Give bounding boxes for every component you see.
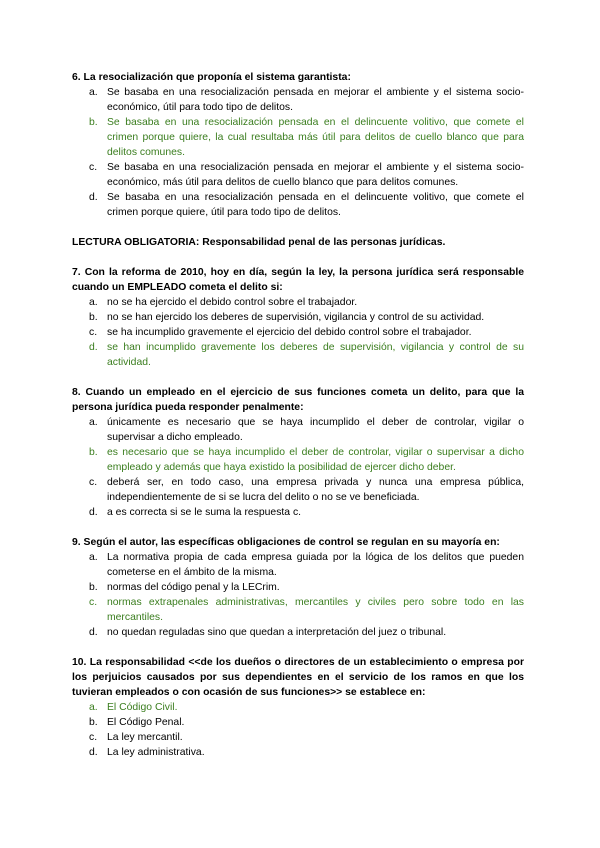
question-7 [72, 265, 524, 370]
option-text: La normativa propia de cada empresa guiada por la lógica de los delitos que pueden cometerse en el ámbito de la misma. [107, 552, 524, 578]
option-marker: a. [89, 702, 98, 713]
question-7-title: 7. Con la reforma de 2010, hoy en día, según la ley, la persona jurídica será responsable cuando un EMPLEADO cometa el delito si: [72, 267, 524, 293]
option-text: La ley mercantil. [107, 732, 183, 743]
option-marker: c. [89, 162, 98, 173]
option-6c [72, 160, 524, 190]
option-10b [72, 715, 524, 730]
option-10a-correct [72, 700, 524, 715]
option-text: únicamente es necesario que se haya incumplido el deber de controlar, vigilar o supervisar a dicho empleado. [107, 417, 524, 443]
question-8-title: 8. Cuando un empleado en el ejercicio de sus funciones cometa un delito, para que la persona jurídica pueda responder penalmente: [72, 387, 524, 413]
option-text: se han incumplido gravemente los deberes de supervisión, vigilancia y control de su actividad. [107, 342, 524, 368]
option-text: La ley administrativa. [107, 747, 205, 758]
option-marker: d. [89, 507, 98, 518]
option-text: El Código Civil. [107, 702, 178, 713]
option-marker: b. [89, 447, 98, 458]
option-marker: b. [89, 717, 98, 728]
option-text: se ha incumplido gravemente el ejercicio del debido control sobre el trabajador. [107, 327, 472, 338]
option-text: Se basaba en una resocialización pensada en el delincuente volitivo, que comete el crimen porque quiere, la cual resultaba más útil para delitos de cuello blanco que para delitos comunes. [107, 117, 524, 158]
option-10d [72, 745, 524, 760]
option-text: Se basaba en una resocialización pensada en mejorar el ambiente y el sistema socio-económico, útil para todo tipo de delitos. [107, 87, 524, 113]
question-8-options [72, 415, 524, 520]
option-text: no se han ejercido los deberes de supervisión, vigilancia y control de su actividad. [107, 312, 485, 323]
option-marker: d. [89, 342, 98, 353]
option-8b-correct [72, 445, 524, 475]
option-marker: c. [89, 732, 98, 743]
option-text: normas del código penal y la LECrim. [107, 582, 280, 593]
option-7b [72, 310, 524, 325]
option-marker: b. [89, 117, 98, 128]
question-6-title: 6. La resocialización que proponía el sistema garantista: [72, 72, 351, 83]
option-6a [72, 85, 524, 115]
option-marker: a. [89, 87, 98, 98]
question-9-title: 9. Según el autor, las específicas obligaciones de control se regulan en su mayoría en: [72, 537, 500, 548]
option-text: deberá ser, en todo caso, una empresa privada y nunca una empresa pública, independientemente de si se lucra del delito o no se ve beneficiada. [107, 477, 524, 503]
option-marker: d. [89, 747, 98, 758]
option-8d [72, 505, 524, 520]
question-7-options [72, 295, 524, 370]
question-6 [72, 70, 524, 220]
option-9a [72, 550, 524, 580]
question-9 [72, 535, 524, 640]
option-marker: a. [89, 417, 98, 428]
section-title: LECTURA OBLIGATORIA: Responsabilidad penal de las personas jurídicas. [72, 237, 446, 248]
option-8a [72, 415, 524, 445]
option-marker: b. [89, 582, 98, 593]
question-10-title: 10. La responsabilidad <<de los dueños o directores de un establecimiento o empresa por los perjuicios causados por sus dependientes en el servicio de los ramos en que los tuvieran empleados o con ocasión de sus funciones>> se establece en: [72, 657, 524, 698]
option-7d-correct [72, 340, 524, 370]
option-marker: a. [89, 297, 98, 308]
option-text: Se basaba en una resocialización pensada en mejorar el ambiente y el sistema socio-económico, más útil para delitos de cuello blanco que para delitos comunes. [107, 162, 524, 188]
option-9c-correct [72, 595, 524, 625]
question-8 [72, 385, 524, 520]
option-6b-correct [72, 115, 524, 160]
option-8c [72, 475, 524, 505]
question-10-options [72, 700, 524, 760]
option-7a [72, 295, 524, 310]
option-9d [72, 625, 524, 640]
question-10 [72, 655, 524, 760]
option-marker: c. [89, 597, 98, 608]
option-text: normas extrapenales administrativas, mercantiles y civiles pero sobre todo en las mercantiles. [107, 597, 524, 623]
option-marker: a. [89, 552, 98, 563]
question-6-options [72, 85, 524, 220]
option-text: El Código Penal. [107, 717, 185, 728]
option-text: a es correcta si se le suma la respuesta c. [107, 507, 302, 518]
question-9-options [72, 550, 524, 640]
option-marker: c. [89, 477, 98, 488]
option-9b [72, 580, 524, 595]
option-10c [72, 730, 524, 745]
option-marker: c. [89, 327, 98, 338]
option-marker: d. [89, 627, 98, 638]
option-marker: b. [89, 312, 98, 323]
option-text: es necesario que se haya incumplido el deber de controlar, vigilar o supervisar a dicho empleado y además que haya existido la posibilidad de ejercer dicho deber. [107, 447, 524, 473]
option-text: no se ha ejercido el debido control sobre el trabajador. [107, 297, 358, 308]
option-6d [72, 190, 524, 220]
option-7c [72, 325, 524, 340]
option-text: Se basaba en una resocialización pensada en el delincuente volitivo, que comete el crimen porque quiere, útil para todo tipo de delitos. [107, 192, 524, 218]
option-text: no quedan reguladas sino que quedan a interpretación del juez o tribunal. [107, 627, 447, 638]
option-marker: d. [89, 192, 98, 203]
